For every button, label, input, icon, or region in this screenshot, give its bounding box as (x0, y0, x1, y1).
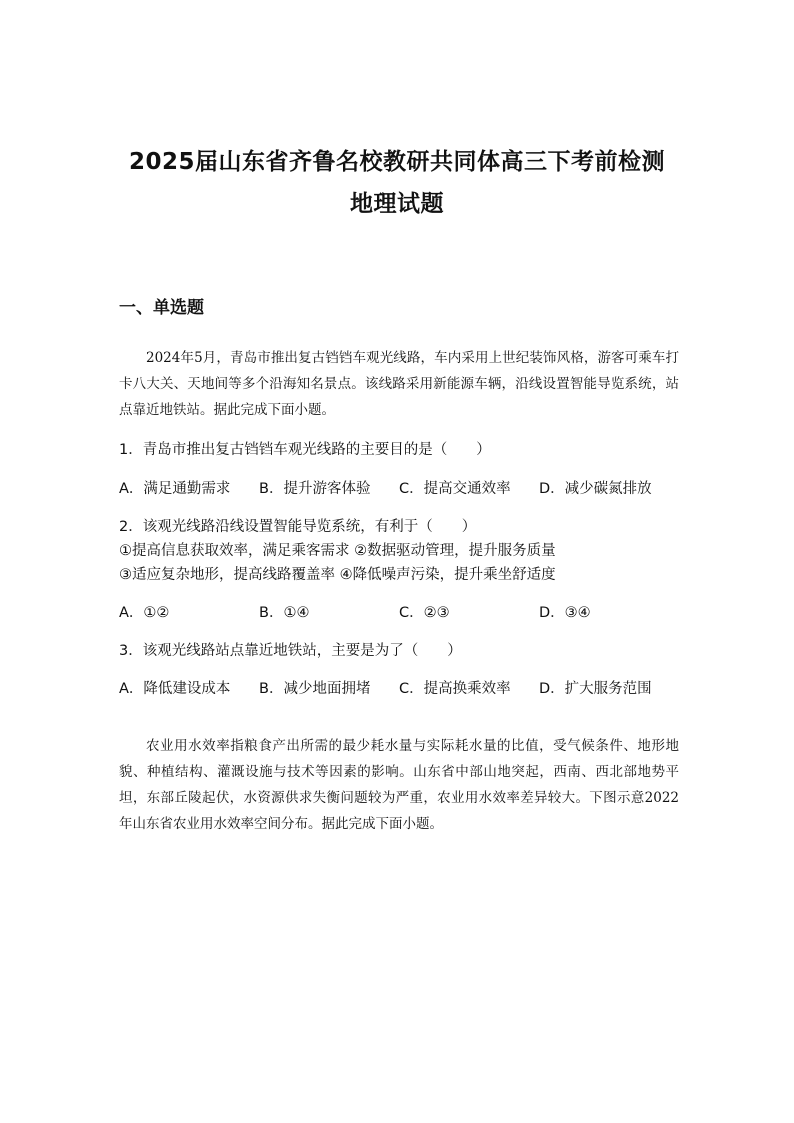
question-1-option-c[interactable]: C．提高交通效率 (399, 481, 511, 497)
question-2-options (119, 601, 699, 622)
question-2-stem: 2．该观光线路沿线设置智能导览系统，有利于（ ） (119, 519, 477, 535)
question-3-option-d[interactable]: D．扩大服务范围 (539, 681, 652, 697)
question-3-option-b[interactable]: B．减少地面拥堵 (259, 681, 371, 697)
passage-1: 2024年5月，青岛市推出复古铛铛车观光线路，车内采用上世纪装饰风格，游客可乘车打卡八大关、天地间等多个沿海知名景点。该线路采用新能源车辆，沿线设置智能导览系统，站点靠近地铁站。据此完成下面小题。 (119, 350, 679, 418)
question-2-option-c[interactable]: C．②③ (399, 605, 450, 621)
question-1-option-d[interactable]: D．减少碳氮排放 (539, 481, 652, 497)
question-3-option-a[interactable]: A．降低建设成本 (119, 681, 231, 697)
question-3-option-c[interactable]: C．提高换乘效率 (399, 681, 511, 697)
question-2-statement-2: ③适应复杂地形，提高线路覆盖率 ④降低噪声污染，提升乘坐舒适度 (119, 567, 556, 583)
question-3-options (119, 677, 699, 698)
document-title-line1: 2025届山东省齐鲁名校教研共同体高三下考前检测 (128, 149, 665, 175)
question-2-statement-1: ①提高信息获取效率，满足乘客需求 ②数据驱动管理，提升服务质量 (119, 543, 556, 559)
question-2-option-b[interactable]: B．①④ (259, 605, 310, 621)
question-1-options (119, 477, 699, 498)
question-1-option-b[interactable]: B．提升游客体验 (259, 481, 371, 497)
question-1-stem: 1．青岛市推出复古铛铛车观光线路的主要目的是（ ） (119, 442, 491, 458)
passage-2: 农业用水效率指粮食产出所需的最少耗水量与实际耗水量的比值，受气候条件、地形地貌、种植结构、灌溉设施与技术等因素的影响。山东省中部山地突起，西南、西北部地势平坦，东部丘陵起伏，水资源供求失衡问题较为严重，农业用水效率差异较大。下图示意2022年山东省农业用水效率空间分布。据此完成下面小题。 (119, 738, 679, 832)
section-heading: 一、单选题 (119, 298, 204, 318)
question-2-option-a[interactable]: A．①② (119, 605, 170, 621)
question-2-option-d[interactable]: D．③④ (539, 605, 591, 621)
document-title-line2: 地理试题 (350, 191, 444, 217)
question-3-stem: 3．该观光线路站点靠近地铁站，主要是为了（ ） (119, 643, 462, 659)
question-1-option-a[interactable]: A．满足通勤需求 (119, 481, 231, 497)
